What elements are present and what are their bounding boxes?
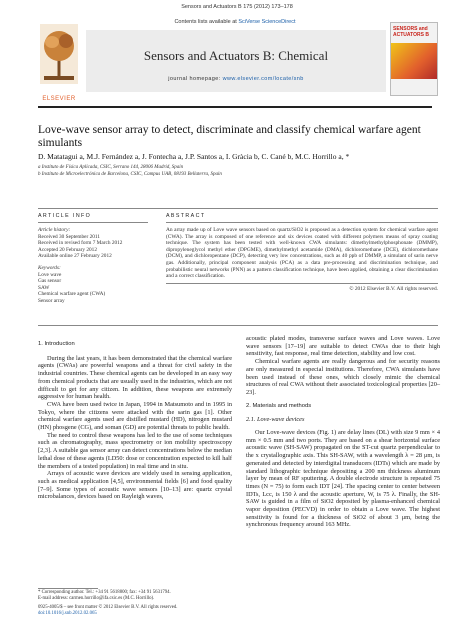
abstract — [166, 213, 438, 292]
paragraph: During the last years, it has been demonstrated that the chemical warfare agents (CWAs) are powerful weapons and a threat for civil safety in the industrial countries. These chemical agents can be developed in an easy way from chemical products that are usually used in the industries, which are not difficult to get for any citizen. In addition, these weapons are extremely aggressive for human health. — [38, 354, 232, 401]
affiliation-b: b Instituto de Microelectrónica de Barcelona, CSIC, Campus UAB, 08193 Bellaterra, Spain — [38, 171, 222, 177]
doi-link[interactable]: doi:10.1016/j.snb.2012.02.065 — [38, 611, 97, 616]
history-label: Article history: — [38, 227, 71, 233]
keyword: SAW — [38, 284, 50, 291]
homepage-prefix: journal homepage: — [168, 76, 223, 82]
cover-graphic — [391, 43, 437, 79]
divider — [38, 325, 438, 326]
keyword: Love wave — [38, 271, 62, 278]
keyword: Gas sensor — [38, 278, 62, 285]
divider — [166, 283, 438, 284]
corresponding-author-note: * Corresponding author. Tel.: +34 91 5618800; fax: +34 91 5631794. — [38, 590, 171, 595]
footnote-rule — [38, 588, 98, 589]
email-note: E-mail address: carmen.horrillo@ifa.csic.es (M.C. Horrillo). — [38, 596, 155, 601]
history-item: Available online 27 February 2012 — [38, 253, 112, 260]
journal-homepage — [86, 76, 386, 82]
abstract-text: An array made up of Love wave sensors based on quartz/SiO2 is proposed as a detection system for chemical warfare agent (CWA). The array is composed of one reference and six devices coated with different polymers means of spray coating technique. The system has been tested with well-known CWA simulants: dimethylmethylphosphonate (DMMP), dipropyleneglycol methyl ether (DPGME), dimethylmethyl acetamide (DMA), dichloromethane (DCE), dichloromethane (DCM), and dichloropentane (DCP), detecting very low concentrations, such as 40 ppb of DMMP, a simulant of sarin nerve gas. Additionally, principal component analysis (PCA) as a data pre-processing and discrimination technique, and probabilistic neural networks (PNN) as a pattern classification technique, have been applied, obtaining a clear discrimination and a correct classification. — [166, 227, 438, 280]
contents-prefix: Contents lists available at — [174, 19, 239, 25]
journal-title: Sensors and Actuators B: Chemical — [143, 48, 329, 63]
right-column — [246, 335, 440, 529]
keyword: Chemical warfare agent (CWA) — [38, 291, 106, 298]
contents-line — [38, 19, 432, 25]
sciverse-link[interactable]: SciVerse ScienceDirect — [238, 19, 296, 25]
section-heading: 2. Materials and methods — [246, 402, 312, 409]
paragraph: Arrays of acoustic wave devices are widely used in sensing application, such as medical application [4,5], environmental fields [6] and food quality [7–9]. Some types of acoustic wave sensors [10–13] are: quartz crystal microbalances, devices based on Rayleigh waves, — [38, 470, 232, 501]
divider — [38, 222, 148, 223]
copyright: © 2012 Elsevier B.V. All rights reserved. — [349, 285, 438, 292]
author-list: D. Matatagui a, M.J. Fernández a, J. Fontecha a, J.P. Santos a, I. Gràcia b, C. Cané b, M.C. Horrillo a, * — [38, 152, 350, 161]
cover-title: SENSORS and ACTUATORS B — [393, 26, 429, 38]
article-info-heading: ARTICLE INFO — [38, 213, 92, 219]
paragraph: acoustic plated modes, transverse surface waves and Love waves. Love wave sensors [17–19] are suitable to detect CWAs due to their high sensitivity, fast response, real time detection, stability and low cost. — [246, 335, 440, 358]
history-item: Received in revised form 7 March 2012 — [38, 240, 123, 247]
footnotes — [38, 590, 232, 617]
journal-title-box — [86, 30, 386, 92]
paragraph: The need to control these weapons has led to the use of some techniques such as chromatography, mass spectrometry or ion mobility spectroscopy [2,3]. A suitable gas sensor array can detect concentrations below the median lethal dose of these agents (LD50: dose or concentration expected to kill half the members of a tested population) in real time and in situ. — [38, 431, 232, 470]
history-item: Received 30 September 2011 — [38, 233, 101, 240]
article-title: Love-wave sensor array to detect, discriminate and classify chemical warfare agent simulants — [38, 124, 421, 149]
issn-note: 0925-4005/$ – see front matter © 2012 Elsevier B.V. All rights reserved. — [38, 605, 178, 610]
running-header: Sensors and Actuators B 175 (2012) 173–178 — [181, 4, 293, 10]
divider — [38, 208, 438, 209]
journal-banner — [38, 14, 432, 108]
journal-cover-thumbnail — [390, 22, 438, 96]
elsevier-tree-icon — [38, 20, 80, 94]
keyword: Sensor array — [38, 297, 65, 304]
abstract-heading: ABSTRACT — [166, 213, 206, 219]
paragraph: Chemical warfare agents are really dangerous and for security reasons are only measured in especial institutions. Therefore, CWA simulants have been used instead of these ones, which closely mimic the chemical structures of real CWA without their associated toxicological properties [20–23]. — [246, 358, 440, 396]
section-heading: 1. Introduction — [38, 341, 75, 347]
affiliation-a: a Instituto de Física Aplicada, CSIC, Serrano 144, 28006 Madrid, Spain — [38, 165, 184, 170]
left-column — [38, 335, 232, 501]
elsevier-logo — [38, 20, 80, 94]
paragraph: CWA have been used twice in Japan, 1994 in Matsumoto and in 1995 in Tokyo, where the citizens were attacked with the sarin gas [1]. Other chemical warfare agents used are distilled mustard (HD), nitrogen mustard (HN) phosgene (CG), and soman (GD) are potential threats to public health. — [38, 400, 232, 432]
divider — [166, 222, 438, 223]
article-info — [38, 213, 148, 305]
affiliations — [38, 165, 438, 178]
paragraph: Our Love-wave devices (Fig. 1) are delay lines (DL) with size 9 mm × 4 mm × 0.5 mm and two ports. They are based on a shear horizontal surface acoustic wave (SH-SAW) propagated on the ST-cut quartz perpendicular to the x crystallographic axis. This SH-SAW, with a wavelength λ = 28 μm, is generated and detected by interdigital transducers (IDTs) which are made by standard lithographic technique depositing a 200 nm thickness aluminum layer by mean of RF sputtering. A double electrode structure is repeated 75 times (N = 75) to form each IDT [24]. The spacing center to center between IDTs, Lcc, is 150 λ and the acoustic aperture, W, is 75 λ. Finally, the SH-SAW is guided in a film of SiO2 deposited by plasma-enhanced chemical vapor deposition (PECVD) in order to obtain a Love wave. The highest sensitivity is found for a thickness of SiO2 of about 3 μm, being the synchronous frequency around 163 MHz. — [246, 429, 440, 529]
publisher-name: ELSEVIER — [42, 96, 76, 102]
subsection-heading: 2.1. Love-wave devices — [246, 416, 305, 424]
history-item: Accepted 20 February 2012 — [38, 246, 97, 253]
homepage-link[interactable]: www.elsevier.com/locate/snb — [222, 76, 304, 82]
keywords-label: Keywords: — [38, 264, 61, 271]
